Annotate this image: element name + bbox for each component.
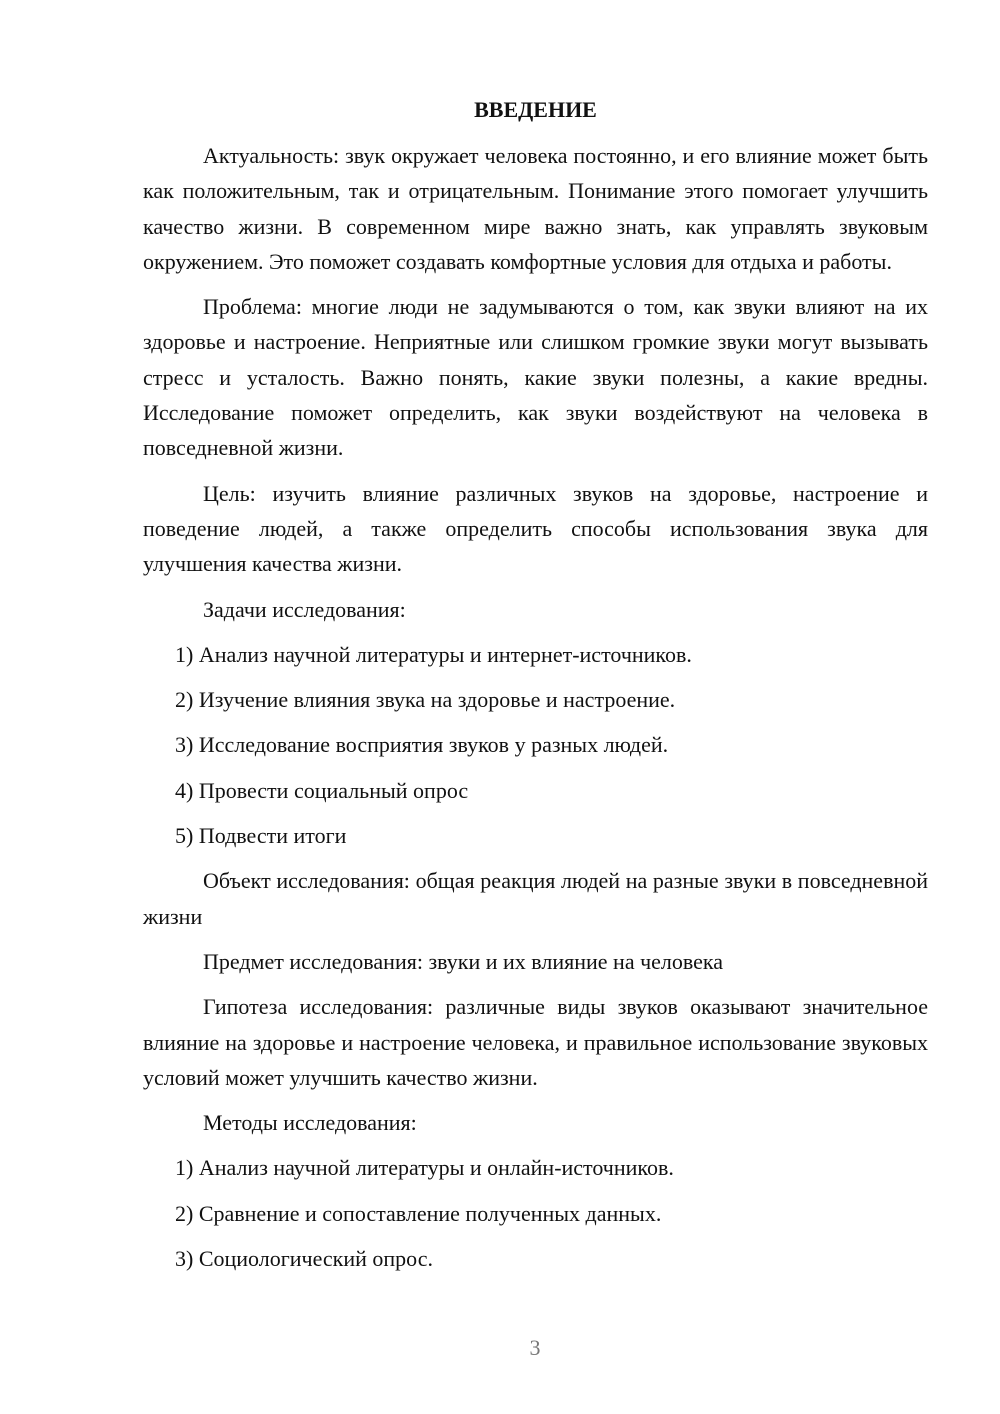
method-item-2: 2) Сравнение и сопоставление полученных данных. — [175, 1200, 662, 1226]
page-content — [143, 95, 928, 1286]
hypothesis-paragraph: Гипотеза исследования: различные виды звуков оказывают значительное влияние на здоровье и настроение человека, и правильное использование звуковых условий может улучшить качество жизни. — [143, 994, 928, 1090]
task-item-5: 5) Подвести итоги — [175, 823, 347, 849]
method-item-3: 3) Социологический опрос. — [175, 1246, 433, 1272]
goal-paragraph: Цель: изучить влияние различных звуков на здоровье, настроение и поведение людей, а также определить способы использования звука для улучшения качества жизни. — [143, 480, 928, 577]
task-item-1: 1) Анализ научной литературы и интернет-источников. — [175, 641, 692, 667]
page-title: ВВЕДЕНИЕ — [474, 97, 597, 122]
problem-paragraph: Проблема: многие люди не задумываются о том, как звуки влияют на их здоровье и настроение. Неприятные или слишком громкие звуки могут вызывать стресс и усталость. Важно понять, какие звуки полезны, а какие вредны. Исследование поможет определить, как звуки воздействуют на человека в повседневной жизни. — [143, 294, 928, 461]
task-item-4: 4) Провести социальный опрос — [175, 777, 469, 803]
methods-heading: Методы исследования: — [203, 1110, 417, 1136]
object-paragraph: Объект исследования: общая реакция людей на разные звуки в повседневной жизни — [143, 868, 928, 929]
method-item-1: 1) Анализ научной литературы и онлайн-источников. — [175, 1155, 674, 1181]
task-item-3: 3) Исследование восприятия звуков у разных людей. — [175, 732, 669, 758]
task-item-2: 2) Изучение влияния звука на здоровье и настроение. — [175, 687, 676, 713]
tasks-heading: Задачи исследования: — [203, 596, 406, 622]
relevance-paragraph: Актуальность: звук окружает человека постоянно, и его влияние может быть как положительным, так и отрицательным. Понимание этого помогает улучшить качество жизни. В современном мире важно знать, как управлять звуковым окружением. Это поможет создавать комфортные условия для отдыха и работы. — [143, 143, 928, 274]
page-number: 3 — [529, 1335, 541, 1360]
subject-paragraph: Предмет исследования: звуки и их влияние на человека — [203, 948, 724, 974]
